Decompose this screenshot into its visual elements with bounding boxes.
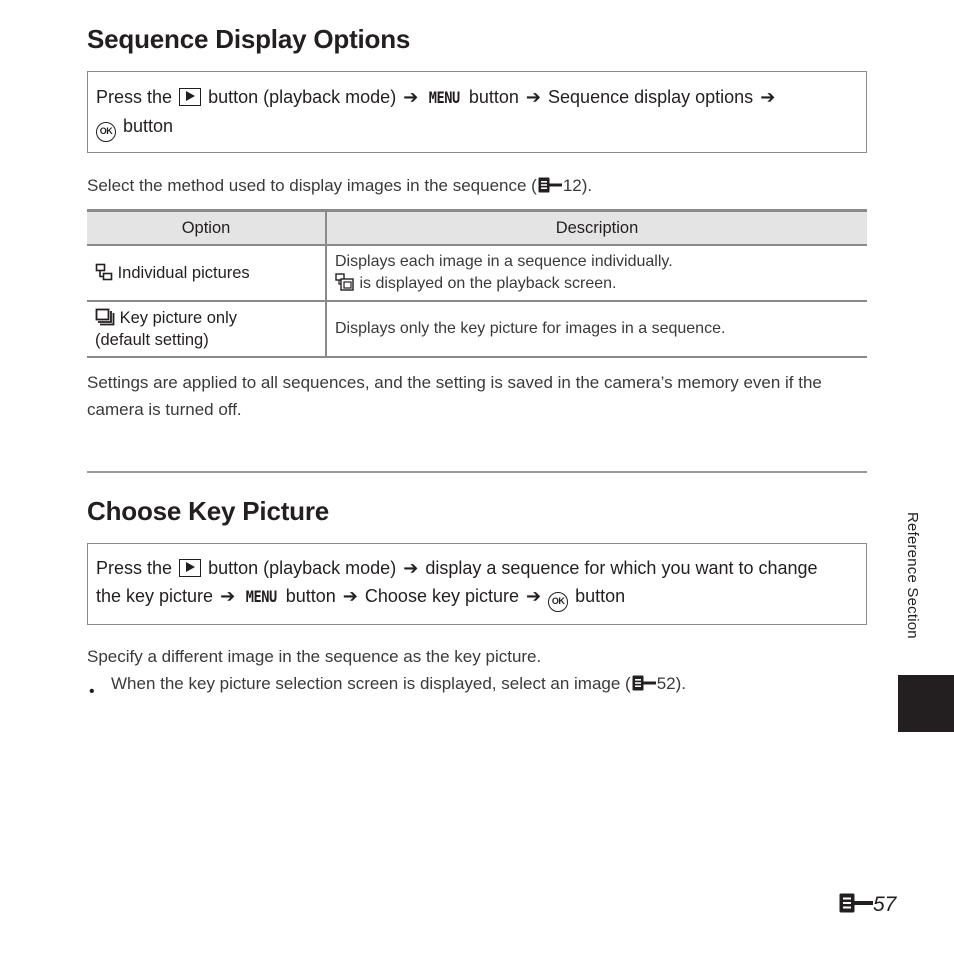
arrow-right-icon: ➔	[403, 87, 419, 107]
intro-text: Select the method used to display images in the sequence (	[87, 176, 537, 195]
individual-pictures-icon	[95, 263, 113, 281]
sidebar-section-label: Reference Section	[904, 512, 921, 639]
sequence-indicator-icon	[335, 273, 355, 291]
ok-button-icon: OK	[96, 122, 116, 142]
arrow-right-icon: ➔	[220, 586, 236, 606]
procedure-text: button (playback mode)	[208, 558, 397, 578]
procedure-text: Choose key picture	[364, 586, 519, 606]
option-label: Individual pictures	[117, 264, 250, 282]
section-divider	[87, 471, 867, 473]
sidebar-tab-marker	[898, 675, 954, 732]
arrow-right-icon: ➔	[342, 586, 358, 606]
section-title-choose-key-picture: Choose Key Picture	[87, 496, 330, 526]
procedure-text: Sequence display options	[548, 87, 754, 107]
page-number-text: 57	[873, 893, 897, 916]
section-title-sequence-display-options: Sequence Display Options	[87, 24, 411, 54]
option-label: Key picture only	[119, 309, 237, 327]
procedure-text: display a sequence for which you want to change the key picture	[96, 558, 818, 606]
table-header-option: Option	[87, 211, 326, 246]
table-header-row	[87, 211, 867, 246]
reference-section-icon	[538, 177, 562, 193]
procedure-text: Press the	[96, 558, 173, 578]
page-number	[839, 893, 896, 917]
procedure-text: button	[575, 586, 626, 606]
option-cell	[87, 245, 326, 301]
table-header-description: Description	[326, 211, 867, 246]
ok-button-icon: OK	[548, 592, 568, 612]
procedure-text: button	[285, 586, 336, 606]
bullet-text: When the key picture selection screen is displayed, select an image (	[111, 674, 631, 693]
arrow-right-icon: ➔	[403, 558, 419, 578]
table-row	[87, 245, 867, 301]
menu-button-icon: MENU	[245, 587, 277, 606]
settings-note: Settings are applied to all sequences, and the setting is saved in the camera’s memory even if the camera is turned off.	[87, 373, 822, 419]
bullet-text: ).	[675, 674, 687, 693]
description-text: Displays each image in a sequence individually.	[335, 253, 673, 270]
reference-page: 52	[656, 674, 676, 693]
playback-icon	[179, 559, 201, 577]
table-row	[87, 301, 867, 357]
procedure-text: Press the	[96, 87, 173, 107]
intro-text: ).	[581, 176, 593, 195]
bullet-icon: •	[89, 683, 95, 700]
options-table	[87, 209, 867, 358]
intro-paragraph	[87, 172, 592, 199]
procedure-box-sequence	[87, 71, 867, 153]
option-cell	[87, 301, 326, 357]
key-picture-intro: Specify a different image in the sequence as the key picture.	[87, 647, 542, 666]
description-cell: Displays only the key picture for images in a sequence.	[326, 301, 867, 357]
bullet-item	[111, 670, 686, 697]
procedure-text: button	[468, 87, 519, 107]
procedure-text: button (playback mode)	[208, 87, 397, 107]
procedure-text: button	[123, 116, 174, 136]
description-cell	[326, 245, 867, 301]
menu-button-icon: MENU	[429, 88, 461, 107]
arrow-right-icon: ➔	[760, 87, 776, 107]
option-label-default: (default setting)	[95, 331, 209, 349]
playback-icon	[179, 88, 201, 106]
procedure-box-choose-key	[87, 543, 867, 625]
key-picture-icon	[95, 308, 115, 326]
reference-section-icon	[632, 675, 656, 691]
description-text: is displayed on the playback screen.	[359, 275, 617, 292]
arrow-right-icon: ➔	[525, 87, 542, 107]
reference-section-icon	[839, 893, 873, 913]
reference-page: 12	[562, 176, 582, 195]
arrow-right-icon: ➔	[526, 586, 542, 606]
